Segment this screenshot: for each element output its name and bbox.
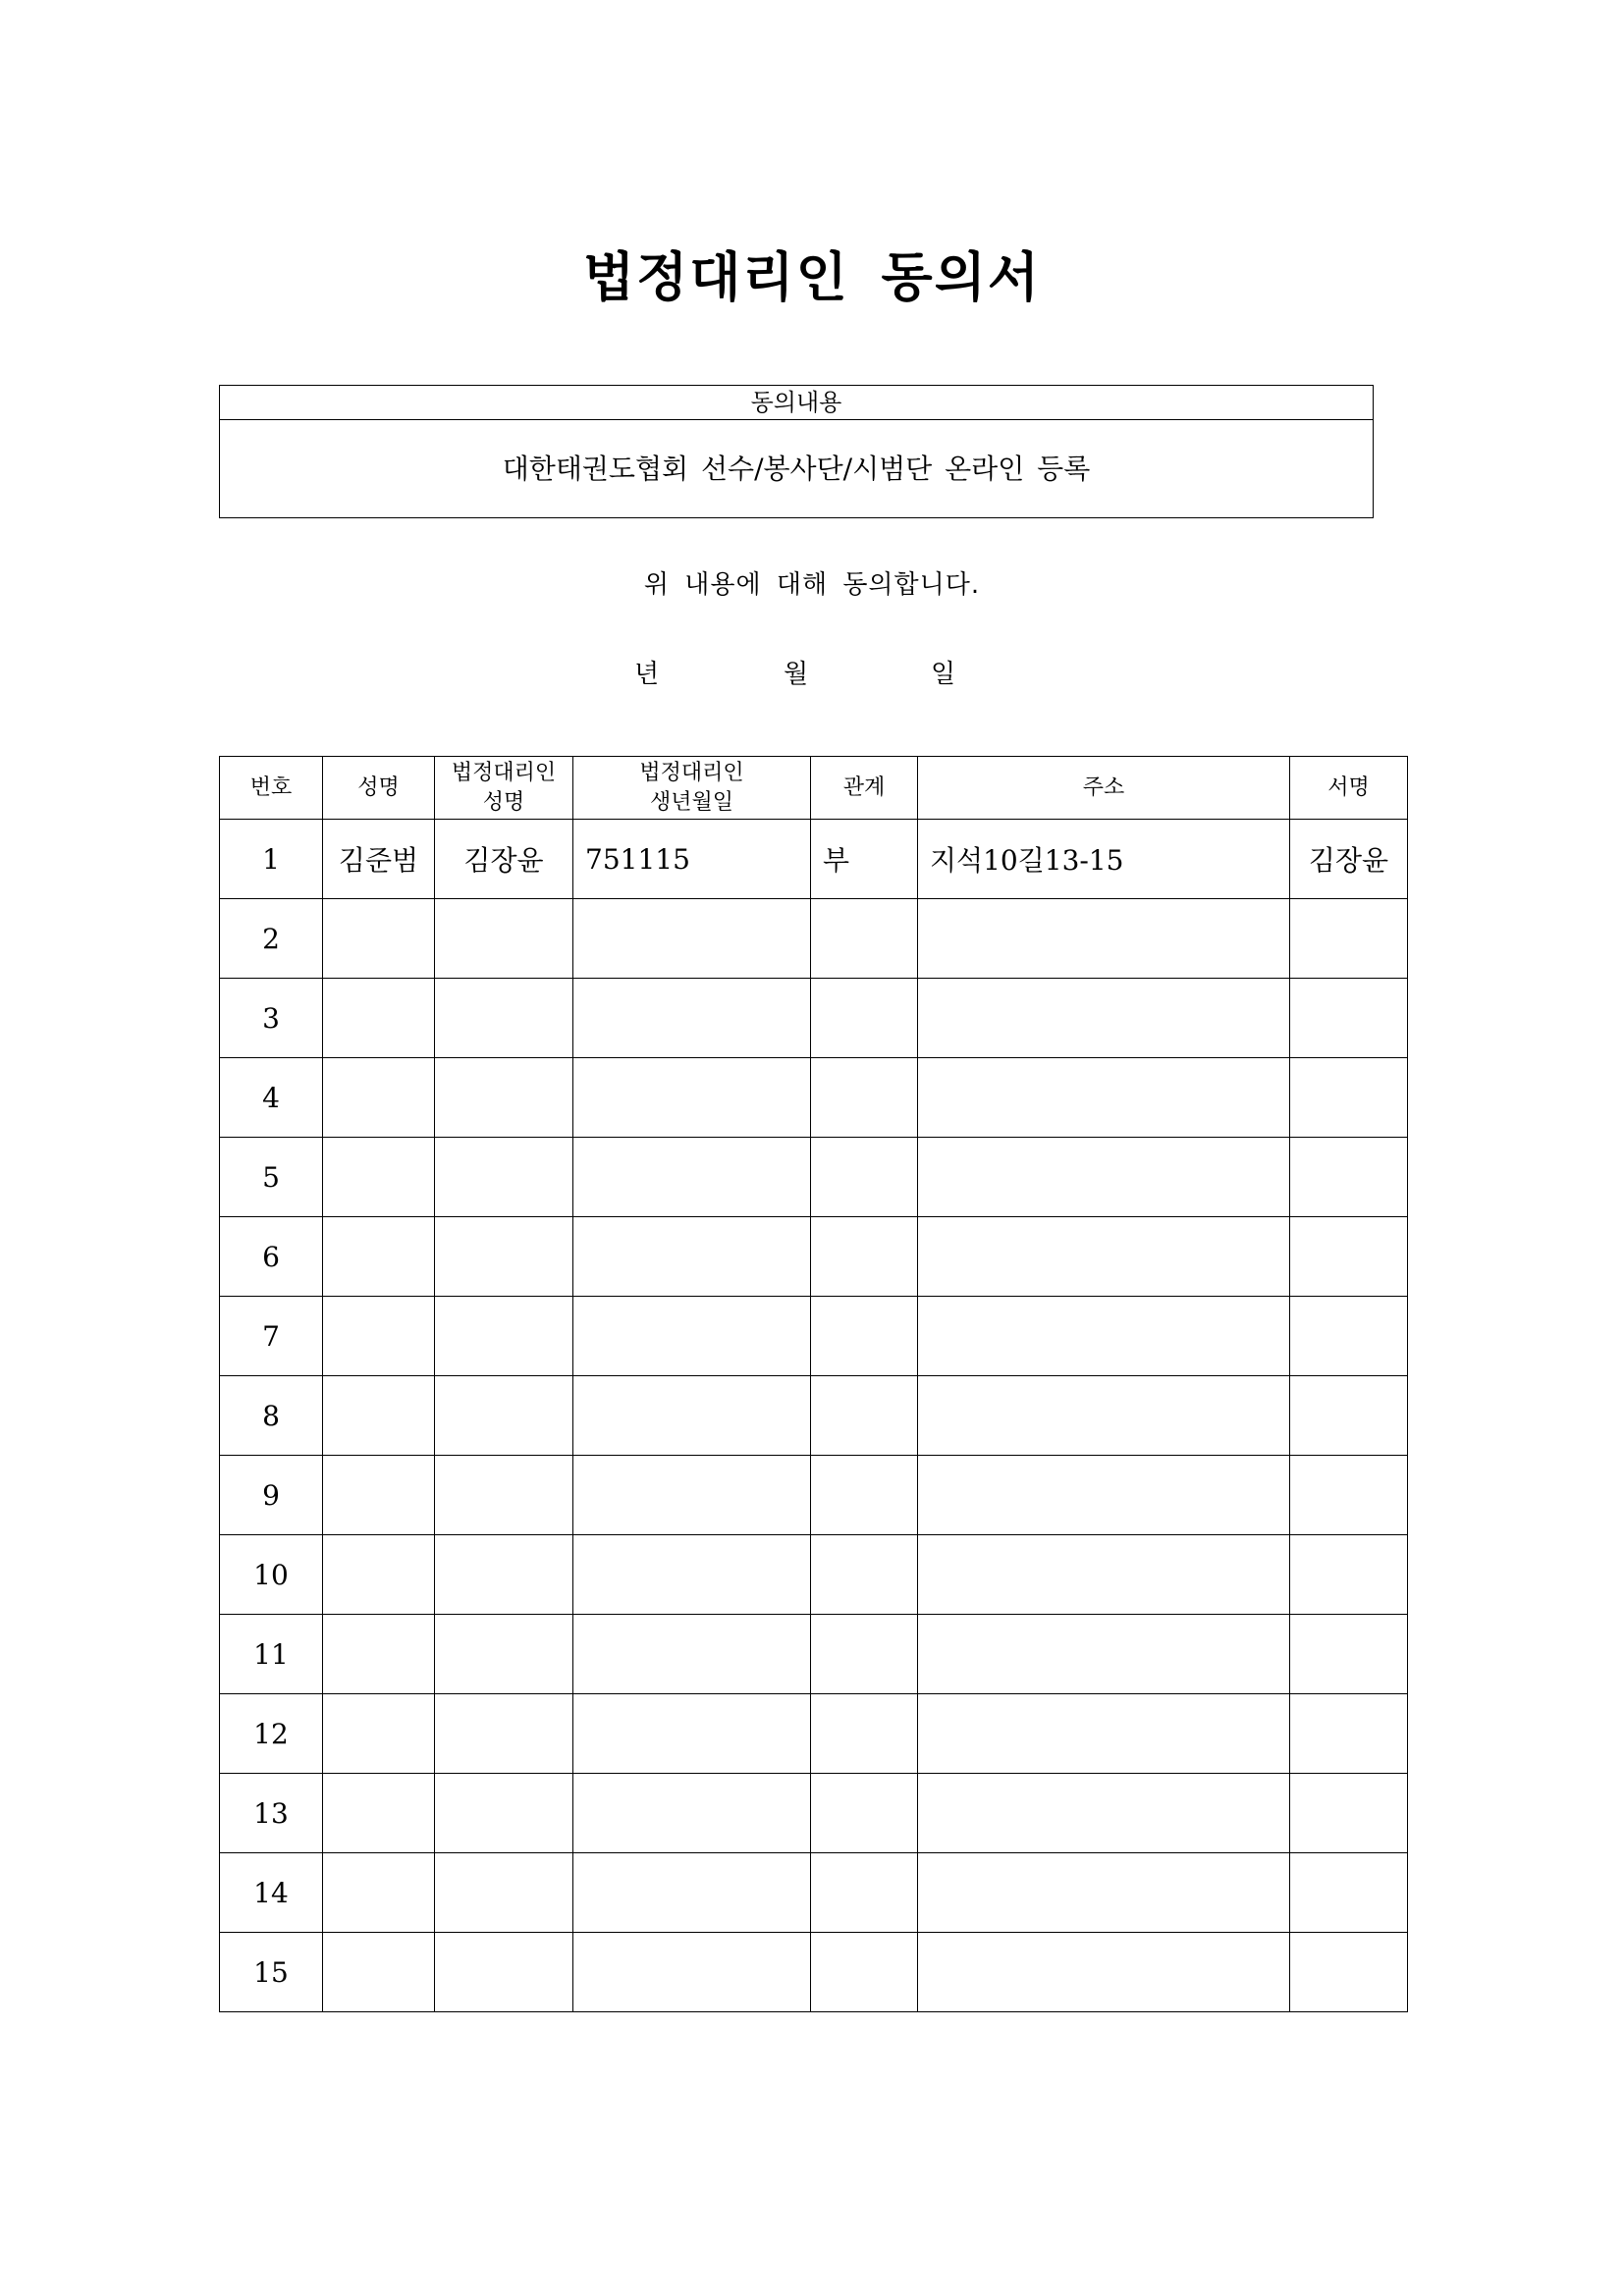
cell-name [323,1456,435,1535]
cell-relation [811,1456,918,1535]
cell-address [918,1376,1290,1456]
cell-number: 1 [220,820,323,899]
cell-relation [811,899,918,979]
cell-address [918,899,1290,979]
header-relation: 관계 [811,757,918,820]
cell-number: 9 [220,1456,323,1535]
cell-address [918,1456,1290,1535]
cell-address [918,1138,1290,1217]
cell-guardian-name [435,1376,573,1456]
cell-signature [1290,979,1408,1058]
cell-address [918,979,1290,1058]
cell-guardian-birthdate [573,1297,811,1376]
cell-guardian-birthdate [573,1456,811,1535]
cell-signature [1290,1615,1408,1694]
cell-guardian-birthdate [573,1138,811,1217]
table-row [220,1774,1408,1853]
table-row [220,1456,1408,1535]
cell-name [323,1933,435,2012]
cell-guardian-birthdate [573,1694,811,1774]
cell-relation [811,1933,918,2012]
cell-name [323,1853,435,1933]
table-row [220,1217,1408,1297]
cell-number: 10 [220,1535,323,1615]
cell-guardian-birthdate [573,1535,811,1615]
cell-name [323,1376,435,1456]
cell-relation [811,1853,918,1933]
table-row [220,1138,1408,1217]
cell-address [918,1933,1290,2012]
table-row [220,1694,1408,1774]
table-row [220,1853,1408,1933]
cell-name [323,1535,435,1615]
cell-number: 6 [220,1217,323,1297]
header-name: 성명 [323,757,435,820]
cell-guardian-name [435,979,573,1058]
table-row [220,1058,1408,1138]
cell-name [323,1217,435,1297]
cell-number: 5 [220,1138,323,1217]
cell-signature: 김장윤 [1290,820,1408,899]
cell-guardian-birthdate [573,1376,811,1456]
table-row [220,1376,1408,1456]
table-row [220,1933,1408,2012]
cell-guardian-birthdate [573,1853,811,1933]
cell-name [323,1297,435,1376]
cell-number: 7 [220,1297,323,1376]
header-address: 주소 [918,757,1290,820]
cell-name [323,1058,435,1138]
cell-number: 3 [220,979,323,1058]
cell-relation [811,1376,918,1456]
cell-relation [811,1535,918,1615]
cell-address [918,1297,1290,1376]
consent-content-box [219,385,1374,518]
cell-name: 김준범 [323,820,435,899]
table-body [220,820,1408,2012]
cell-signature [1290,1297,1408,1376]
cell-guardian-birthdate [573,1058,811,1138]
cell-signature [1290,1376,1408,1456]
cell-name [323,899,435,979]
cell-number: 4 [220,1058,323,1138]
cell-relation [811,1615,918,1694]
cell-address [918,1615,1290,1694]
cell-guardian-birthdate [573,979,811,1058]
cell-relation [811,979,918,1058]
header-number: 번호 [220,757,323,820]
cell-number: 14 [220,1853,323,1933]
cell-relation [811,1217,918,1297]
document-title: 법정대리인 동의서 [582,246,1042,308]
table-row [220,1535,1408,1615]
cell-guardian-name [435,1217,573,1297]
cell-signature [1290,899,1408,979]
cell-signature [1290,1456,1408,1535]
consent-content-body: 대한태권도협회 선수/봉사단/시범단 온라인 등록 [502,453,1091,485]
cell-name [323,1694,435,1774]
cell-name [323,1774,435,1853]
cell-relation [811,1058,918,1138]
cell-guardian-name [435,1456,573,1535]
table-header-row [220,757,1408,820]
cell-name [323,979,435,1058]
table-row [220,979,1408,1058]
cell-relation [811,1694,918,1774]
cell-number: 12 [220,1694,323,1774]
cell-guardian-birthdate [573,1774,811,1853]
cell-number: 8 [220,1376,323,1456]
cell-signature [1290,1217,1408,1297]
consent-content-header: 동의내용 [220,386,1373,420]
cell-name [323,1138,435,1217]
cell-address [918,1853,1290,1933]
cell-guardian-name [435,1535,573,1615]
cell-signature [1290,1694,1408,1774]
cell-guardian-name [435,1933,573,2012]
cell-guardian-birthdate: 751115 [573,820,811,899]
guardian-consent-table [219,756,1408,2012]
cell-address [918,1217,1290,1297]
cell-number: 11 [220,1615,323,1694]
cell-address: 지석10길13-15 [918,820,1290,899]
cell-signature [1290,1138,1408,1217]
cell-signature [1290,1853,1408,1933]
header-signature: 서명 [1290,757,1408,820]
cell-guardian-name [435,1297,573,1376]
cell-relation [811,1138,918,1217]
cell-number: 2 [220,899,323,979]
header-guardian-name: 법정대리인 성명 [435,757,573,820]
cell-guardian-name [435,899,573,979]
cell-address [918,1694,1290,1774]
cell-guardian-birthdate [573,1615,811,1694]
cell-number: 15 [220,1933,323,2012]
cell-guardian-name [435,1615,573,1694]
cell-guardian-name [435,1138,573,1217]
cell-address [918,1535,1290,1615]
date-month-label: 월 [784,660,809,689]
cell-address [918,1058,1290,1138]
cell-number: 13 [220,1774,323,1853]
cell-relation [811,1297,918,1376]
cell-relation: 부 [811,820,918,899]
table-row [220,820,1408,899]
cell-signature [1290,1058,1408,1138]
header-guardian-birthdate: 법정대리인 생년월일 [573,757,811,820]
cell-guardian-name [435,1694,573,1774]
table-row [220,899,1408,979]
cell-guardian-birthdate [573,899,811,979]
agreement-statement: 위 내용에 대해 동의합니다. [643,570,981,600]
cell-guardian-birthdate [573,1217,811,1297]
table-row [220,1615,1408,1694]
cell-guardian-name [435,1774,573,1853]
date-day-label: 일 [931,660,956,689]
cell-address [918,1774,1290,1853]
cell-name [323,1615,435,1694]
cell-guardian-birthdate [573,1933,811,2012]
cell-guardian-name: 김장윤 [435,820,573,899]
cell-signature [1290,1774,1408,1853]
cell-signature [1290,1933,1408,2012]
cell-guardian-name [435,1058,573,1138]
cell-relation [811,1774,918,1853]
table-row [220,1297,1408,1376]
date-year-label: 년 [634,660,660,689]
cell-guardian-name [435,1853,573,1933]
cell-signature [1290,1535,1408,1615]
